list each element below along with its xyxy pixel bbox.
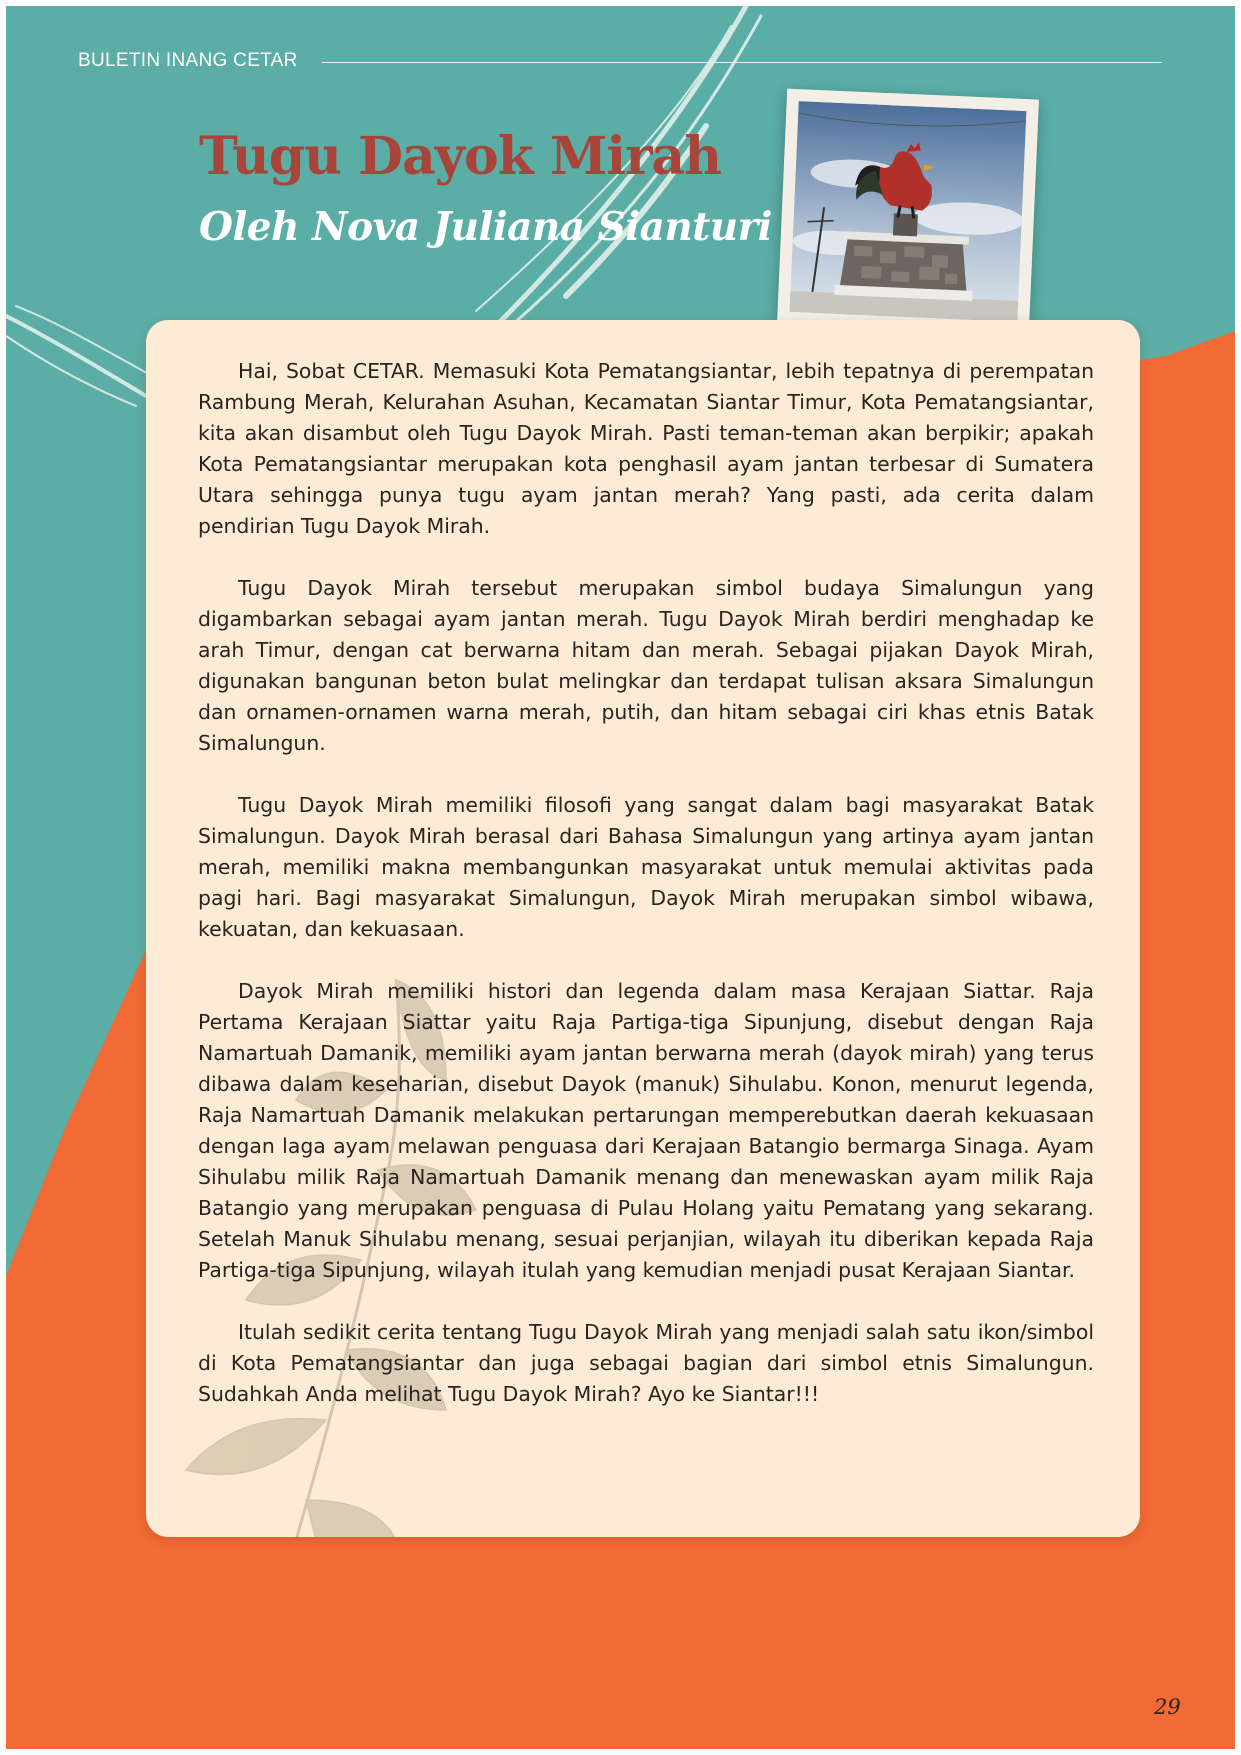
page-number: 29 (1154, 1695, 1181, 1719)
header-divider (322, 62, 1162, 63)
article-body (198, 356, 1094, 1410)
article-paragraph: Tugu Dayok Mirah memiliki filosofi yang sangat dalam bagi masyarakat Batak Simalungun. Dayok Mirah berasal dari Bahasa Simalungun yang artinya ayam jantan merah, memiliki makna membangunkan masyarakat untuk memulai aktivitas pada pagi hari. Bagi masyarakat Simalungun, Dayok Mirah merupakan simbol wibawa, kekuatan, dan kekuasaan. (198, 793, 1094, 941)
rooster-monument-icon (790, 101, 1027, 322)
magazine-page (6, 6, 1235, 1749)
article-card (146, 320, 1140, 1537)
article-byline: Oleh Nova Juliana Sianturi (199, 204, 772, 250)
article-paragraph: Tugu Dayok Mirah tersebut merupakan simbol budaya Simalungun yang digambarkan sebagai ayam jantan merah. Tugu Dayok Mirah berdiri menghadap ke arah Timur, dengan cat berwarna hitam dan merah. Sebagai pijakan Dayok Mirah, digunakan bangunan beton bulat melingkar dan terdapat tulisan aksara Simalungun dan ornamen-ornamen warna merah, putih, dan hitam sebagai ciri khas etnis Batak Simalungun. (198, 576, 1094, 755)
monument-photo (777, 89, 1039, 335)
article-paragraph: Hai, Sobat CETAR. Memasuki Kota Pematangsiantar, lebih tepatnya di perempatan Rambung Merah, Kelurahan Asuhan, Kecamatan Siantar Timur, Kota Pematangsiantar, kita akan disambut oleh Tugu Dayok Mirah. Pasti teman-teman akan berpikir; apakah Kota Pematangsiantar merupakan kota penghasil ayam jantan terbesar di Sumatera Utara sehingga punya tugu ayam jantan merah? Yang pasti, ada cerita dalam pendirian Tugu Dayok Mirah. (198, 359, 1094, 538)
article-paragraph: Itulah sedikit cerita tentang Tugu Dayok Mirah yang menjadi salah satu ikon/simbol di Kota Pematangsiantar dan juga sebagai bagian dari simbol etnis Simalungun. Sudahkah Anda melihat Tugu Dayok Mirah? Ayo ke Siantar!!! (198, 1320, 1094, 1406)
publication-name: BULETIN INANG CETAR (78, 50, 298, 71)
article-paragraph: Dayok Mirah memiliki histori dan legenda dalam masa Kerajaan Siattar. Raja Pertama Kerajaan Siattar yaitu Raja Partiga-tiga Sipunjung, disebut dengan Raja Namartuah Damanik, memiliki ayam jantan berwarna merah (dayok mirah) yang terus dibawa dalam keseharian, disebut Dayok (manuk) Sihulabu. Konon, menurut legenda, Raja Namartuah Damanik melakukan pertarungan memperebutkan daerah kekuasaan dengan laga ayam melawan penguasa dari Kerajaan Batangio bermarga Sinaga. Ayam Sihulabu milik Raja Namartuah Damanik menang dan menewaskan ayam milik Raja Batangio yang merupakan penguasa di Pulau Holang yaitu Pematang yang sekarang. Setelah Manuk Sihulabu menang, sesuai perjanjian, wilayah itu diberikan kepada Raja Partiga-tiga Sipunjung, wilayah itulah yang kemudian menjadi pusat Kerajaan Siantar. (198, 979, 1094, 1282)
article-title: Tugu Dayok Mirah (199, 126, 722, 187)
